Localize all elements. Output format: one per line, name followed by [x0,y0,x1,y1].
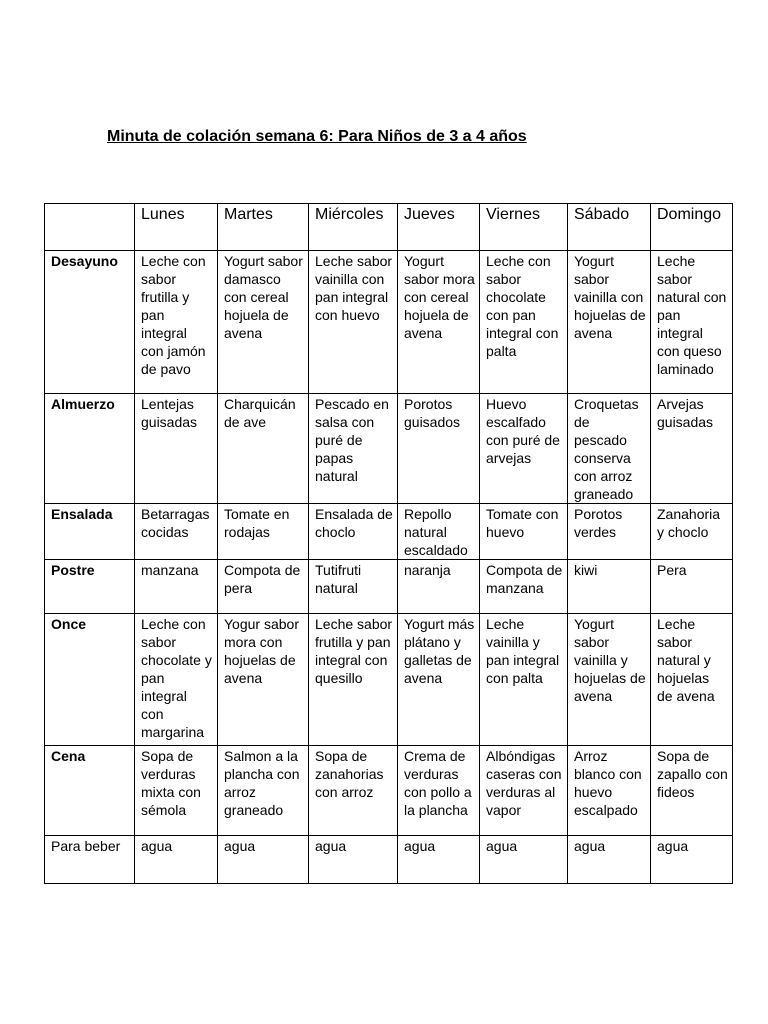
weekly-menu-table [44,203,733,884]
menu-cell: Leche con sabor frutilla y pan integral con jamón de pavo [135,251,218,394]
meal-label: Once [45,614,135,746]
menu-cell: Arvejas guisadas [651,394,733,504]
menu-cell: Yogurt sabor damasco con cereal hojuela de avena [218,251,309,394]
menu-cell: Leche sabor frutilla y pan integral con quesillo [309,614,398,746]
corner-cell [45,204,135,251]
meal-label: Postre [45,560,135,614]
meal-row-postre [45,560,733,614]
menu-cell: Crema de verduras con pollo a la plancha [398,746,480,836]
meal-label: Desayuno [45,251,135,394]
day-header-sabado: Sábado [568,204,651,251]
menu-cell: Tomate en rodajas [218,504,309,560]
menu-cell: Leche con sabor chocolate con pan integral con palta [480,251,568,394]
menu-cell: Croquetas de pescado conserva con arroz graneado [568,394,651,504]
menu-cell: kiwi [568,560,651,614]
day-header-lunes: Lunes [135,204,218,251]
header-row [45,204,733,251]
menu-cell: Arroz blanco con huevo escalpado [568,746,651,836]
meal-row-cena [45,746,733,836]
menu-cell: Huevo escalfado con puré de arvejas [480,394,568,504]
menu-cell: Sopa de zanahorias con arroz [309,746,398,836]
day-header-domingo: Domingo [651,204,733,251]
menu-cell: manzana [135,560,218,614]
menu-cell: Leche sabor natural con pan integral con queso laminado [651,251,733,394]
meal-label: Para beber [45,836,135,884]
menu-cell: Lentejas guisadas [135,394,218,504]
menu-cell: Zanahoria y choclo [651,504,733,560]
menu-cell: agua [480,836,568,884]
menu-cell: Compota de manzana [480,560,568,614]
menu-cell: Yogurt más plátano y galletas de avena [398,614,480,746]
menu-cell: Porotos verdes [568,504,651,560]
menu-cell: Leche con sabor chocolate y pan integral con margarina [135,614,218,746]
menu-cell: Yogurt sabor vainilla con hojuelas de avena [568,251,651,394]
day-header-jueves: Jueves [398,204,480,251]
meal-row-once [45,614,733,746]
menu-cell: Yogurt sabor mora con cereal hojuela de avena [398,251,480,394]
menu-cell: agua [135,836,218,884]
menu-cell: Betarragas cocidas [135,504,218,560]
menu-cell: agua [651,836,733,884]
menu-cell: Leche sabor natural y hojuelas de avena [651,614,733,746]
menu-cell: agua [568,836,651,884]
menu-cell: Compota de pera [218,560,309,614]
menu-cell: Charquicán de ave [218,394,309,504]
menu-cell: Leche vainilla y pan integral con palta [480,614,568,746]
menu-cell: Sopa de verduras mixta con sémola [135,746,218,836]
meal-label: Almuerzo [45,394,135,504]
menu-cell: Leche sabor vainilla con pan integral con huevo [309,251,398,394]
day-header-miercoles: Miércoles [309,204,398,251]
menu-cell: Salmon a la plancha con arroz graneado [218,746,309,836]
menu-cell: Albóndigas caseras con verduras al vapor [480,746,568,836]
day-header-viernes: Viernes [480,204,568,251]
menu-cell: agua [398,836,480,884]
meal-row-para-beber [45,836,733,884]
meal-row-almuerzo [45,394,733,504]
menu-cell: Ensalada de choclo [309,504,398,560]
menu-cell: Porotos guisados [398,394,480,504]
meal-label: Cena [45,746,135,836]
menu-cell: Pescado en salsa con puré de papas natural [309,394,398,504]
menu-cell: Pera [651,560,733,614]
menu-cell: Repollo natural escaldado [398,504,480,560]
meal-label: Ensalada [45,504,135,560]
menu-cell: Tomate con huevo [480,504,568,560]
menu-cell: naranja [398,560,480,614]
menu-cell: Yogurt sabor vainilla y hojuelas de avena [568,614,651,746]
menu-cell: Tutifruti natural [309,560,398,614]
menu-cell: Yogur sabor mora con hojuelas de avena [218,614,309,746]
menu-cell: Sopa de zapallo con fideos [651,746,733,836]
meal-row-ensalada [45,504,733,560]
document-title: Minuta de colación semana 6: Para Niños de 3 a 4 años [107,128,527,145]
meal-row-desayuno [45,251,733,394]
menu-cell: agua [218,836,309,884]
day-header-martes: Martes [218,204,309,251]
menu-cell: agua [309,836,398,884]
